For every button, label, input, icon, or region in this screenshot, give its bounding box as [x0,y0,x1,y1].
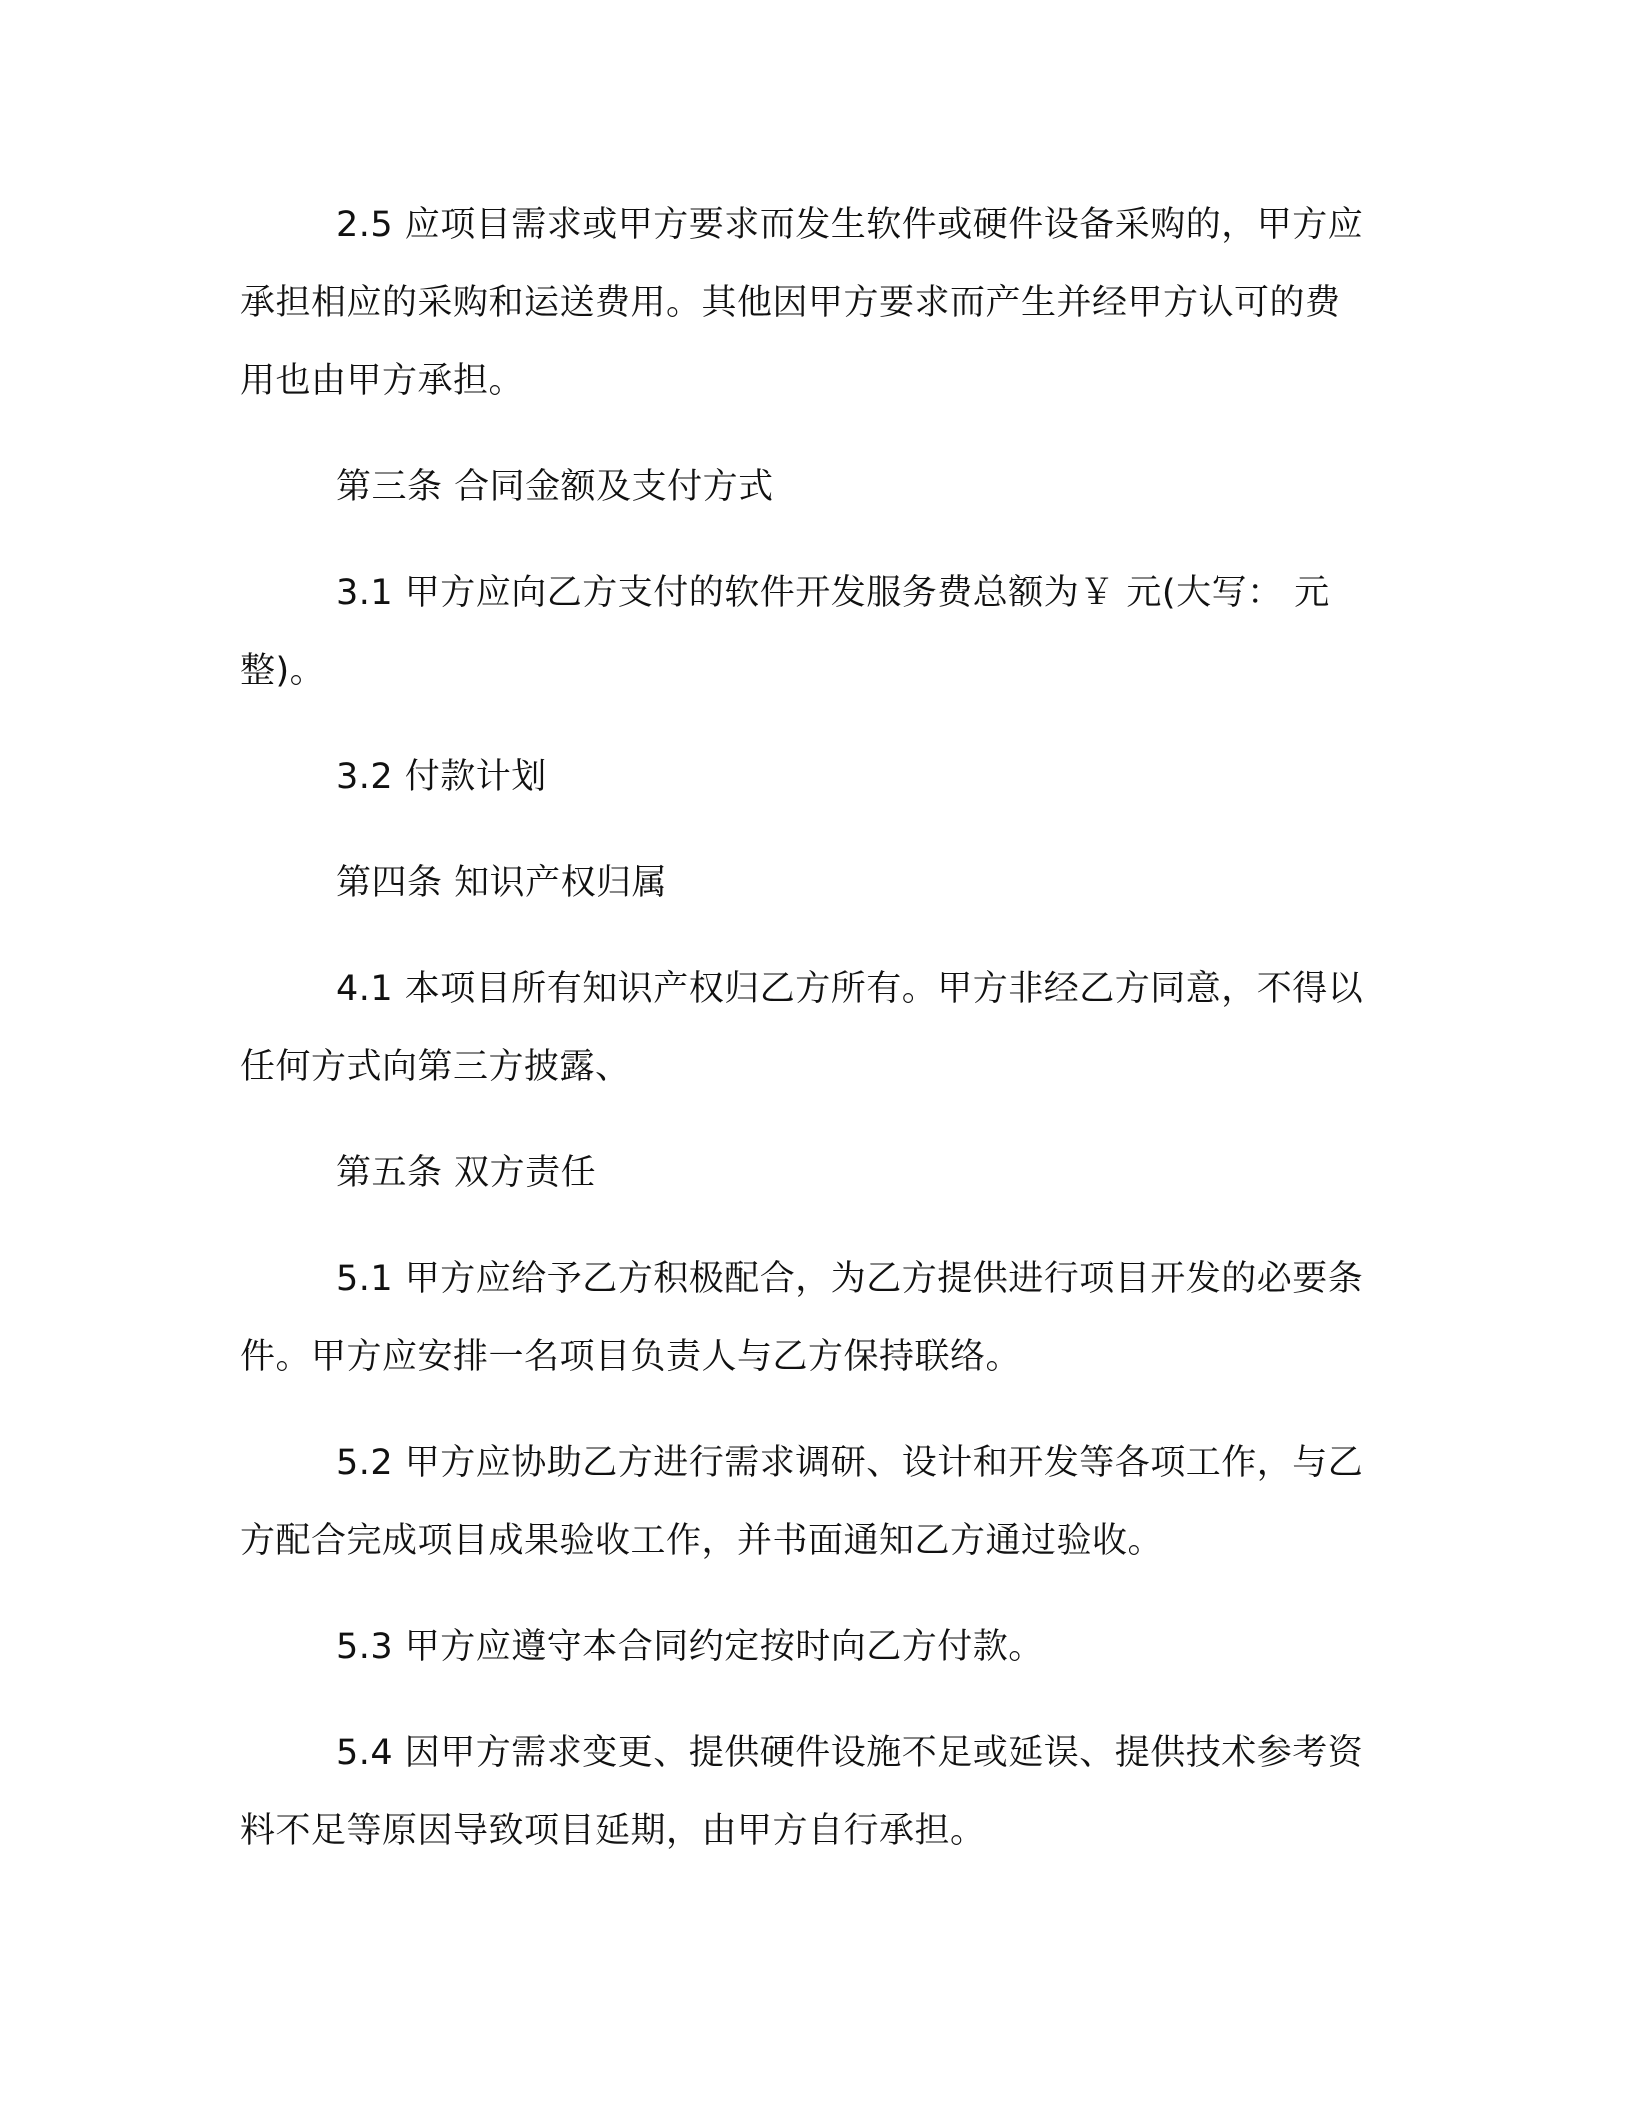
clause-3-1: 3.1 甲方应向乙方支付的软件开发服务费总额为￥ 元(大写： 元整)。 [240,573,1330,691]
clause-5-4: 5.4 因甲方需求变更、提供硬件设施不足或延误、提供技术参考资料不足等原因导致项目延期，由甲方自行承担。 [240,1733,1364,1851]
document-body [240,186,1370,1870]
paragraph-gap [240,816,1370,844]
clause-5-3: 5.3 甲方应遵守本合同约定按时向乙方付款。 [336,1627,1044,1667]
clause-5-2: 5.2 甲方应协助乙方进行需求调研、设计和开发等各项工作，与乙方配合完成项目成果验收工作，并书面通知乙方通过验收。 [240,1443,1364,1561]
clause-5-1: 5.1 甲方应给予乙方积极配合，为乙方提供进行项目开发的必要条件。甲方应安排一名项目负责人与乙方保持联络。 [240,1259,1364,1377]
paragraph-gap [240,1580,1370,1608]
clause-4-1: 4.1 本项目所有知识产权归乙方所有。甲方非经乙方同意，不得以任何方式向第三方披露、 [240,969,1364,1087]
paragraph-gap [240,1106,1370,1134]
article-4-heading: 第四条 知识产权归属 [336,863,668,903]
paragraph-gap [240,1686,1370,1714]
article-5-heading: 第五条 双方责任 [336,1153,597,1193]
clause-2-5: 2.5 应项目需求或甲方要求而发生软件或硬件设备采购的，甲方应承担相应的采购和运送费用。其他因甲方要求而产生并经甲方认可的费用也由甲方承担。 [240,205,1364,401]
clause-3-2: 3.2 付款计划 [336,757,547,797]
paragraph-gap [240,922,1370,950]
paragraph-gap [240,1396,1370,1424]
paragraph-gap [240,710,1370,738]
paragraph-gap [240,420,1370,448]
paragraph-gap [240,1212,1370,1240]
article-3-heading: 第三条 合同金额及支付方式 [336,467,774,507]
paragraph-gap [240,526,1370,554]
